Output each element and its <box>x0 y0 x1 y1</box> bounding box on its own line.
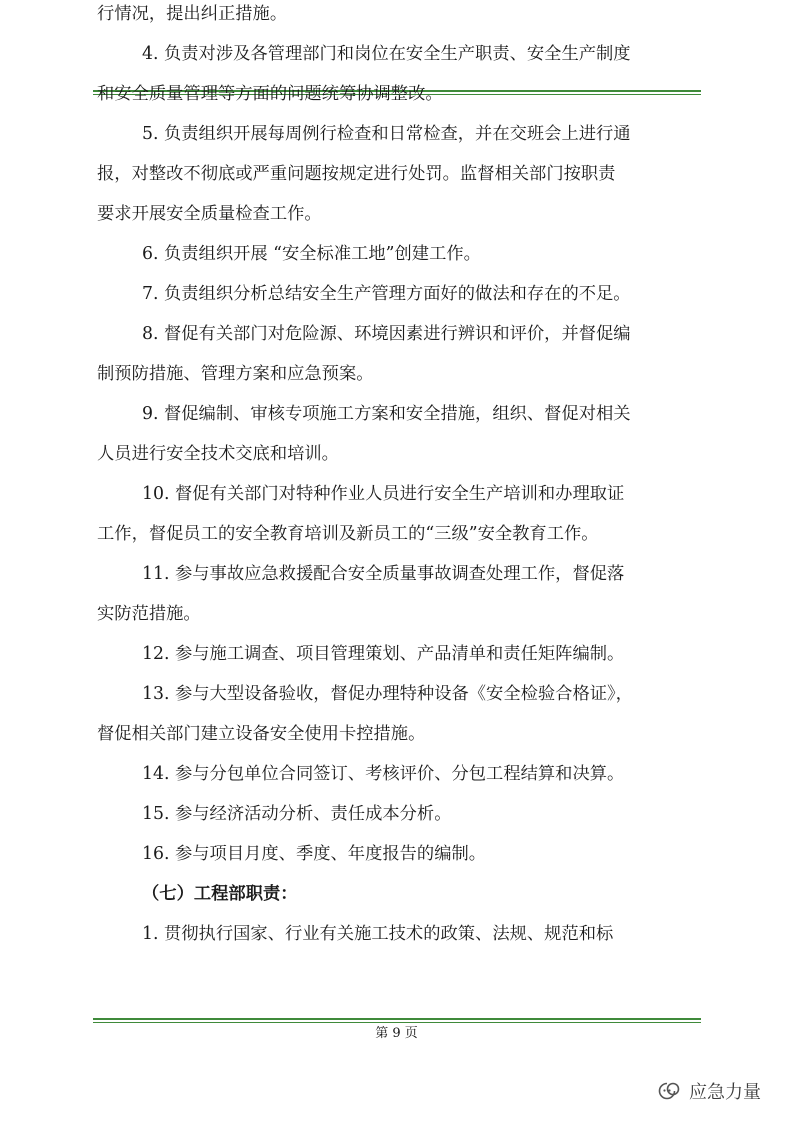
list-item-14: 14. 参与分包单位合同签订、考核评价、分包工程结算和决算。 <box>142 764 625 784</box>
list-item-12: 12. 参与施工调查、项目管理策划、产品清单和责任矩阵编制。 <box>142 644 625 664</box>
text-line: 和安全质量管理等方面的问题统筹协调整改。 <box>97 84 443 104</box>
list-item-10: 10. 督促有关部门对特种作业人员进行安全生产培训和办理取证 <box>142 484 625 504</box>
list-item-11: 11. 参与事故应急救援配合安全质量事故调查处理工作，督促落 <box>142 564 625 584</box>
text-line: 实防范措施。 <box>97 604 201 624</box>
list-item-8: 8. 督促有关部门对危险源、环境因素进行辨识和评价，并督促编 <box>142 324 631 344</box>
list-item-9: 9. 督促编制、审核专项施工方案和安全措施，组织、督促对相关 <box>142 404 631 424</box>
wechat-official-account-icon <box>657 1079 683 1103</box>
text-line: 报，对整改不彻底或严重问题按规定进行处罚。监督相关部门按职责 <box>97 164 616 184</box>
list-item-5: 5. 负责组织开展每周例行检查和日常检查，并在交班会上进行通 <box>142 124 631 144</box>
text-line: 行情况，提出纠正措施。 <box>97 4 288 24</box>
list-item-4: 4. 负责对涉及各管理部门和岗位在安全生产职责、安全生产制度 <box>142 44 631 64</box>
text-line: 要求开展安全质量检查工作。 <box>97 204 322 224</box>
list-item-7: 7. 负责组织分析总结安全生产管理方面好的做法和存在的不足。 <box>142 284 631 304</box>
text-line: 人员进行安全技术交底和培训。 <box>97 444 339 464</box>
list-item-15: 15. 参与经济活动分析、责任成本分析。 <box>142 804 452 824</box>
text-line: 工作，督促员工的安全教育培训及新员工的“三级”安全教育工作。 <box>97 524 599 544</box>
section-heading: （七）工程部职责： <box>142 884 298 904</box>
text-line: 督促相关部门建立设备安全使用卡控措施。 <box>97 724 426 744</box>
text-line: 制预防措施、管理方案和应急预案。 <box>97 364 374 384</box>
list-item-6: 6. 负责组织开展 “安全标准工地”创建工作。 <box>142 244 481 264</box>
list-item-16: 16. 参与项目月度、季度、年度报告的编制。 <box>142 844 487 864</box>
page-number: 第 9 页 <box>375 1026 418 1041</box>
watermark-text: 应急力量 <box>689 1082 761 1103</box>
list-item-1: 1. 贯彻执行国家、行业有关施工技术的政策、法规、规范和标 <box>142 924 614 944</box>
list-item-13: 13. 参与大型设备验收，督促办理特种设备《安全检验合格证》， <box>142 684 633 704</box>
watermark <box>657 1078 761 1104</box>
